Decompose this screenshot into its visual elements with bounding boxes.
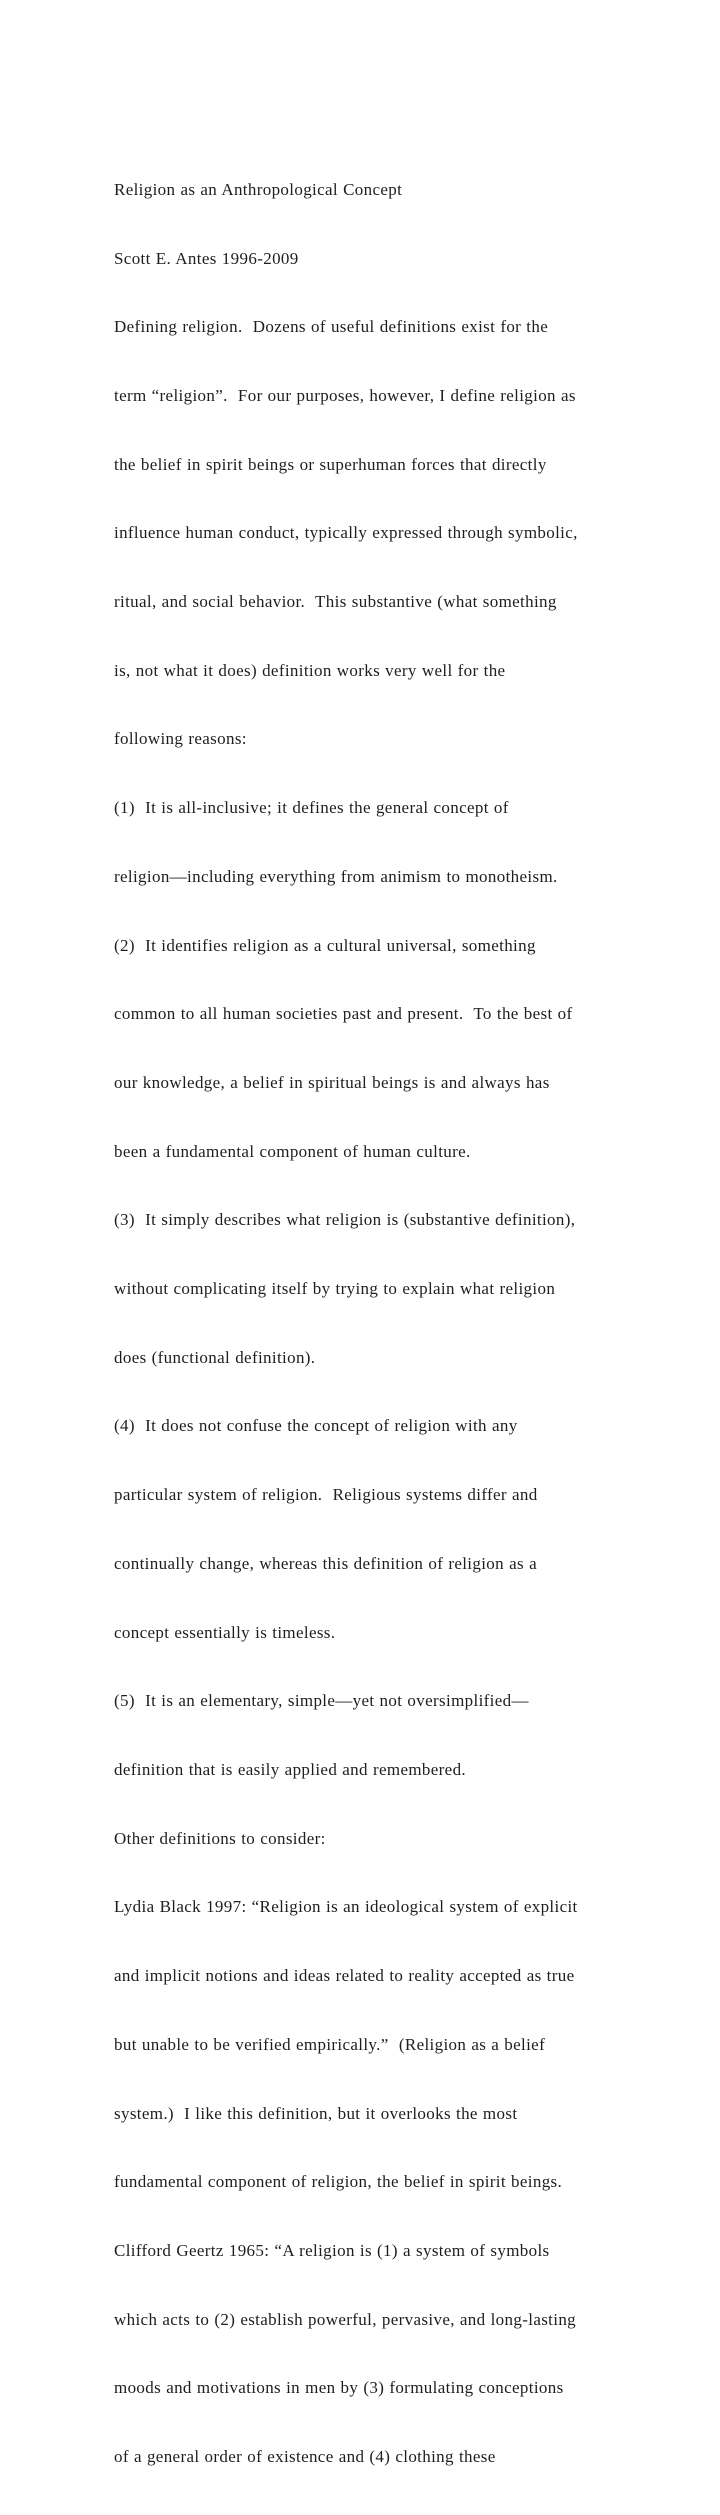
text-line: (5) It is an elementary, simple—yet not oversimplified— [114, 1691, 529, 1711]
text-line: Lydia Black 1997: “Religion is an ideological system of explicit [114, 1897, 578, 1917]
text-line: does (functional definition). [114, 1347, 316, 1367]
text-line: Clifford Geertz 1965: “A religion is (1) a system of symbols [114, 2240, 550, 2260]
text-line: is, not what it does) definition works very well for the [114, 660, 506, 680]
text-line: been a fundamental component of human culture. [114, 1141, 471, 1161]
text-line: moods and motivations in men by (3) formulating conceptions [114, 2378, 564, 2398]
text-line: definition that is easily applied and remembered. [114, 1759, 467, 1779]
text-line: (2) It identifies religion as a cultural universal, something [114, 935, 536, 955]
text-line: concept essentially is timeless. [114, 1622, 336, 1642]
text-line: religion—including everything from animism to monotheism. [114, 866, 558, 886]
text-line: particular system of religion. Religious systems differ and [114, 1485, 538, 1505]
document-author: Scott E. Antes 1996-2009 [114, 248, 299, 268]
text-line: but unable to be verified empirically.” (Religion as a belief [114, 2034, 546, 2054]
text-line: following reasons: [114, 729, 247, 749]
text-line: (1) It is all-inclusive; it defines the general concept of [114, 798, 509, 818]
text-line: term “religion”. For our purposes, however, I define religion as [114, 385, 576, 405]
text-line: and implicit notions and ideas related to reality accepted as true [114, 1966, 575, 1986]
text-line: (3) It simply describes what religion is (substantive definition), [114, 1210, 576, 1230]
text-line: of a general order of existence and (4) clothing these [114, 2447, 496, 2467]
text-line: our knowledge, a belief in spiritual beings is and always has [114, 1072, 550, 1092]
text-line: which acts to (2) establish powerful, pervasive, and long-lasting [114, 2309, 577, 2329]
text-line: common to all human societies past and present. To the best of [114, 1004, 573, 1024]
text-line: influence human conduct, typically expressed through symbolic, [114, 523, 578, 543]
text-line: without complicating itself by trying to explain what religion [114, 1279, 556, 1299]
text-line: Defining religion. Dozens of useful definitions exist for the [114, 317, 549, 337]
text-line: (4) It does not confuse the concept of religion with any [114, 1416, 518, 1436]
text-line: continually change, whereas this definition of religion as a [114, 1553, 537, 1573]
document-title: Religion as an Anthropological Concept [114, 179, 403, 199]
text-line: fundamental component of religion, the belief in spirit beings. [114, 2172, 563, 2192]
text-line: the belief in spirit beings or superhuman forces that directly [114, 454, 547, 474]
document-text [114, 133, 714, 2515]
text-line: ritual, and social behavior. This substantive (what something [114, 592, 557, 612]
text-line: Other definitions to consider: [114, 1828, 326, 1848]
text-line: system.) I like this definition, but it overlooks the most [114, 2103, 518, 2123]
